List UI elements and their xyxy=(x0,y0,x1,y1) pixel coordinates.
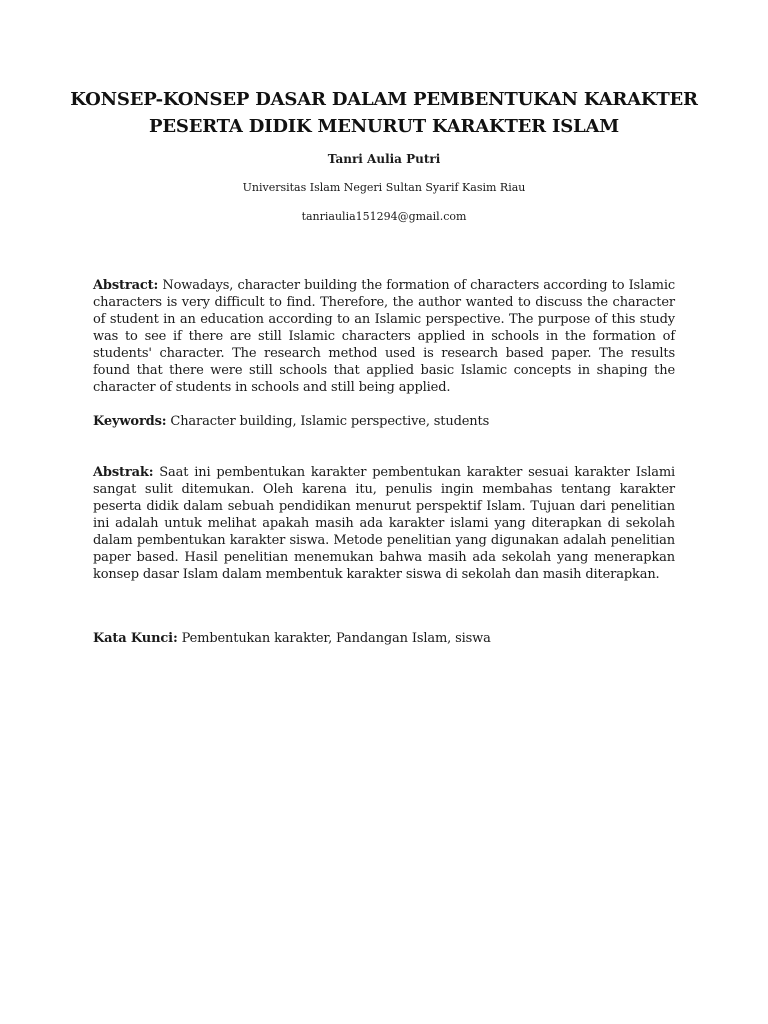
author-affiliation: Universitas Islam Negeri Sultan Syarif Kasim Riau xyxy=(242,181,526,194)
keywords-indonesian xyxy=(93,630,675,647)
paper-title-line-1: KONSEP-KONSEP DASAR DALAM PEMBENTUKAN KARAKTER xyxy=(70,89,698,110)
abstract-english-text: Nowadays, character building the formation of characters according to Islamic characters is very difficult to find. Therefore, the author wanted to discuss the character of student in an education according to an Islamic perspective. The purpose of this study was to see if there are still Islamic characters applied in schools in the formation of students' character. The research method used is research based paper. The results found that there were still schools that applied basic Islamic concepts in shaping the character of students in schools and still being applied. xyxy=(93,278,675,395)
keywords-indonesian-text: Pembentukan karakter, Pandangan Islam, siswa xyxy=(181,631,491,646)
abstract-indonesian xyxy=(93,464,675,583)
abstract-english-label: Abstract: xyxy=(93,278,159,293)
author-email: tanriaulia151294@gmail.com xyxy=(301,210,467,223)
abstract-indonesian-label: Abstrak: xyxy=(93,465,154,480)
author-name: Tanri Aulia Putri xyxy=(327,152,441,166)
keywords-english xyxy=(93,413,675,430)
keywords-english-text: Character building, Islamic perspective, students xyxy=(170,414,490,429)
paper-title-line-2: PESERTA DIDIK MENURUT KARAKTER ISLAM xyxy=(149,116,619,137)
abstract-english xyxy=(93,277,675,396)
keywords-indonesian-label: Kata Kunci: xyxy=(93,631,178,646)
keywords-english-label: Keywords: xyxy=(93,414,167,429)
abstract-indonesian-text: Saat ini pembentukan karakter pembentukan karakter sesuai karakter Islami sangat sulit ditemukan. Oleh karena itu, penulis ingin membahas tentang karakter peserta didik dalam sebuah pendidikan menurut perspektif Islam. Tujuan dari penelitian ini adalah untuk melihat apakah masih ada karakter islami yang diterapkan di sekolah dalam pembentukan karakter siswa. Metode penelitian yang digunakan adalah penelitian paper based. Hasil penelitian menemukan bahwa masih ada sekolah yang menerapkan konsep dasar Islam dalam membentuk karakter siswa di sekolah dan masih diterapkan. xyxy=(93,465,676,582)
paper-title xyxy=(60,86,708,140)
